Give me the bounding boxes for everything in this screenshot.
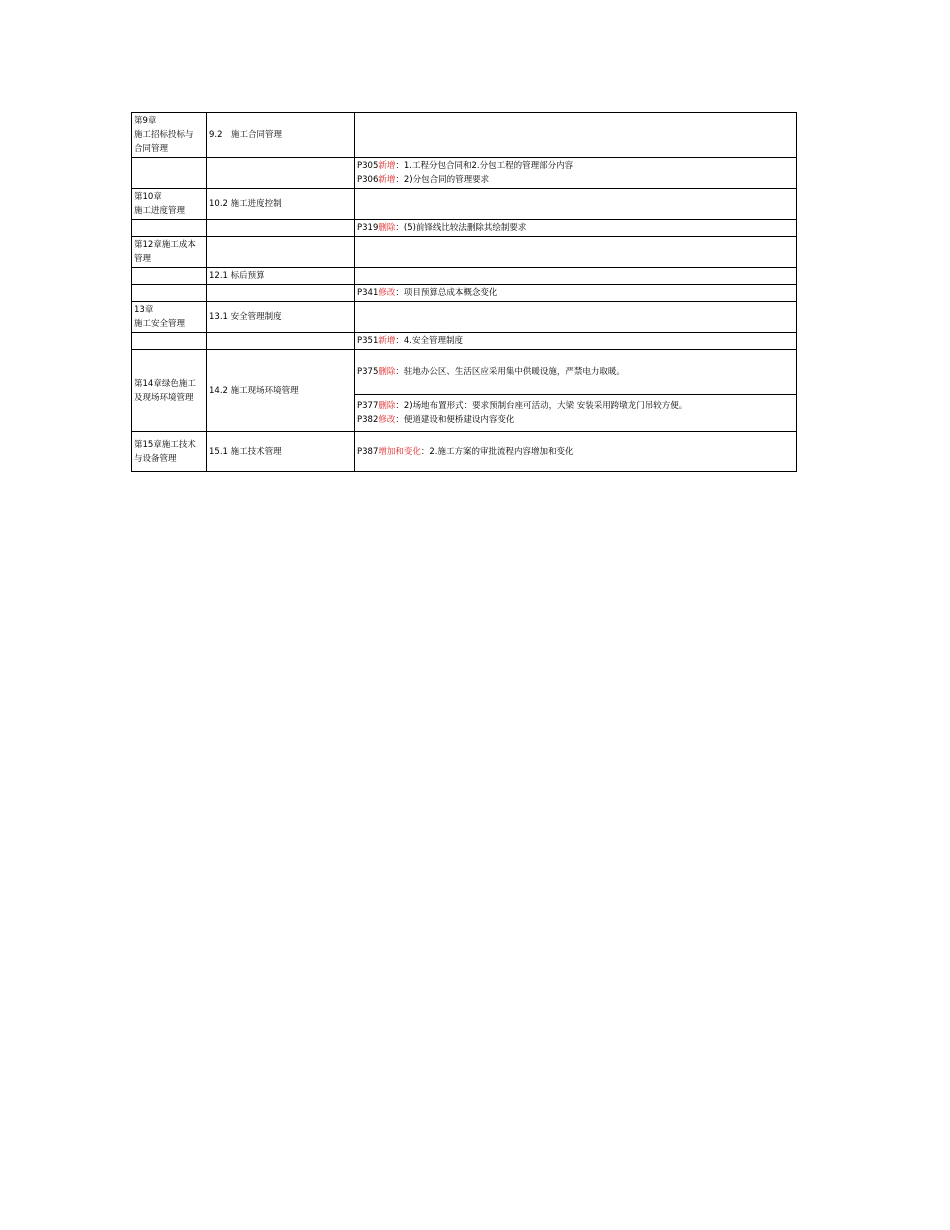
chapter-cell: [132, 333, 207, 350]
chapter-cell: [132, 220, 207, 237]
change-text: ：1.工程分包合同和2.分包工程的管理部分内容: [395, 161, 574, 171]
section-cell: [207, 237, 355, 268]
notes-cell: [355, 302, 797, 333]
page-ref: P305: [357, 161, 379, 171]
change-note: [357, 365, 794, 379]
section-cell: [207, 158, 355, 189]
change-text: ：驻地办公区、生活区应采用集中供暖设施，严禁电力取暖。: [395, 367, 625, 377]
change-tag: 修改: [378, 415, 396, 425]
page-ref: P377: [357, 401, 379, 411]
change-text: ：2)分包合同的管理要求: [395, 175, 490, 185]
change-tag: 新增: [378, 161, 396, 171]
change-tag: 新增: [378, 336, 396, 346]
chapter-cell: 第10章 施工进度管理: [132, 189, 207, 220]
change-note: [357, 159, 794, 173]
change-note: [357, 334, 794, 348]
change-tag: 删除: [378, 367, 396, 377]
table-row: [132, 432, 797, 472]
change-text: ：(5)前锋线比较法删除其绘制要求: [395, 223, 527, 233]
table-row: [132, 333, 797, 350]
table-row: [132, 302, 797, 333]
section-cell: [207, 220, 355, 237]
section-cell: 14.2 施工现场环境管理: [207, 350, 355, 432]
section-cell: [207, 333, 355, 350]
chapter-cell: 第14章绿色施工 及现场环境管理: [132, 350, 207, 432]
section-cell: 12.1 标后预算: [207, 268, 355, 285]
notes-cell: [355, 395, 797, 432]
table-row: [132, 158, 797, 189]
chapter-cell: 13章 施工安全管理: [132, 302, 207, 333]
change-tag: 增加和变化: [378, 446, 421, 457]
notes-cell: [355, 220, 797, 237]
change-note: [357, 173, 794, 187]
page-ref: P306: [357, 175, 379, 185]
chapter-cell: 第9章 施工招标投标与 合同管理: [132, 113, 207, 158]
change-text: ：4.安全管理制度: [395, 336, 463, 346]
change-note: [357, 445, 794, 459]
table-row: [132, 220, 797, 237]
change-note: [357, 413, 794, 427]
section-cell: 9.2 施工合同管理: [207, 113, 355, 158]
notes-cell: [355, 333, 797, 350]
change-note: [357, 221, 794, 235]
changes-table-sheet: [131, 112, 796, 472]
notes-cell: [355, 432, 797, 472]
page-ref: P319: [357, 223, 379, 233]
changes-table: [131, 112, 797, 472]
table-row: [132, 189, 797, 220]
section-cell: 10.2 施工进度控制: [207, 189, 355, 220]
change-tag: 修改: [378, 288, 396, 298]
chapter-cell: [132, 268, 207, 285]
change-text: ：2)场地布置形式：要求预制台座可活动，大梁 安装采用跨墩龙门吊较方便。: [395, 401, 688, 411]
notes-cell: [355, 350, 797, 395]
notes-cell: [355, 158, 797, 189]
page-ref: P341: [357, 288, 379, 298]
notes-cell: [355, 113, 797, 158]
change-tag: 删除: [378, 401, 396, 411]
table-row: [132, 350, 797, 395]
table-row: [132, 113, 797, 158]
page-ref: P375: [357, 367, 379, 377]
chapter-cell: 第12章施工成本 管理: [132, 237, 207, 268]
chapter-cell: [132, 158, 207, 189]
notes-cell: [355, 237, 797, 268]
change-note: [357, 286, 794, 300]
chapter-cell: 第15章施工技术 与设备管理: [132, 432, 207, 472]
change-tag: 删除: [378, 223, 396, 233]
page-ref: P387: [357, 446, 379, 457]
section-cell: 13.1 安全管理制度: [207, 302, 355, 333]
notes-cell: [355, 285, 797, 302]
table-row: [132, 237, 797, 268]
change-text: ：2.施工方案的审批流程内容增加和变化: [420, 446, 574, 457]
change-text: ：便道建设和便桥建设内容变化: [395, 415, 515, 425]
table-row: [132, 268, 797, 285]
page-ref: P351: [357, 336, 379, 346]
page-ref: P382: [357, 415, 379, 425]
section-cell: 15.1 施工技术管理: [207, 432, 355, 472]
chapter-cell: [132, 285, 207, 302]
change-tag: 新增: [378, 175, 396, 185]
notes-cell: [355, 189, 797, 220]
change-text: ：项目预算总成本概念变化: [395, 288, 498, 298]
notes-cell: [355, 268, 797, 285]
section-cell: [207, 285, 355, 302]
table-row: [132, 285, 797, 302]
change-note: [357, 399, 794, 413]
